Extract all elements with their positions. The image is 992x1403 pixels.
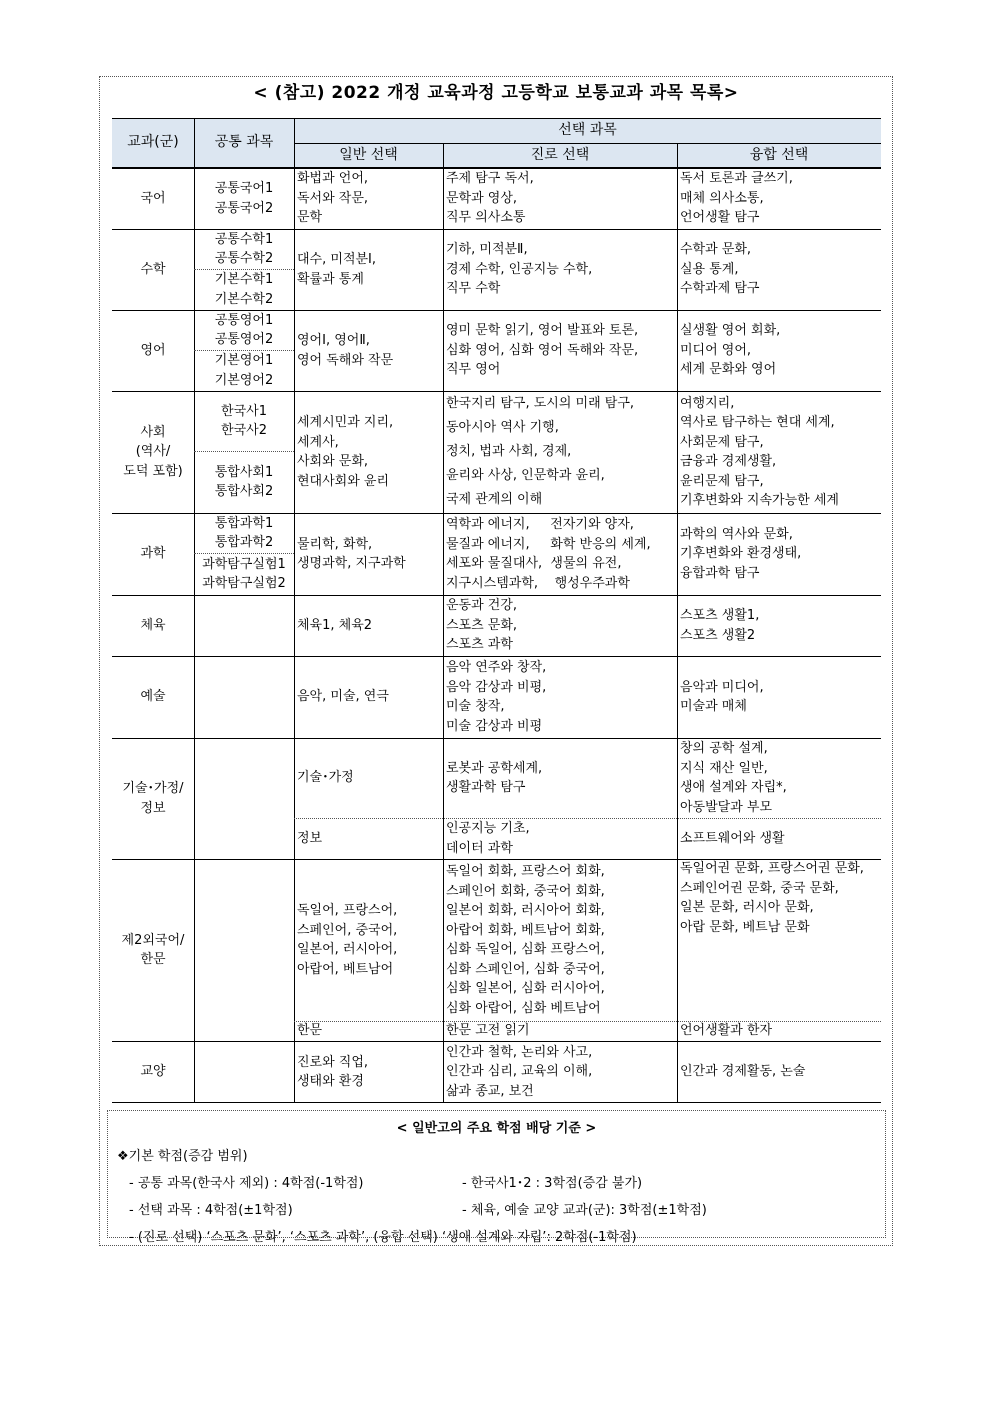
cell-line: 윤리와 사상, 인문학과 윤리, <box>446 468 605 483</box>
cell-line: 음악, 미술, 연극 <box>297 689 389 705</box>
cell-line: 실용 통계, <box>680 261 739 277</box>
cell-line: 대수, 미적분Ⅰ, <box>297 252 377 267</box>
row-science-common-a <box>194 513 294 553</box>
cell-line: 미술 감상과 비평 <box>446 718 543 734</box>
credits-line2-right: - 체육, 예술 교양 교과(군): 3학점(±1학점) <box>462 1203 707 1218</box>
column-rule <box>294 118 295 1103</box>
cell-line: 경제 수학, 인공지능 수학, <box>446 261 593 277</box>
row-social-area <box>112 391 194 513</box>
subject-table <box>112 118 881 1103</box>
row-foreign-fusion-b <box>677 1021 881 1041</box>
row-social-common-a <box>194 391 294 451</box>
table-top-rule <box>112 118 881 119</box>
row-math-common-b <box>194 269 294 310</box>
row-tech-area <box>112 738 194 859</box>
row-art-area <box>112 656 194 738</box>
row-rule <box>112 738 881 739</box>
row-english-common-b <box>194 350 294 391</box>
cell-line: 통합과학2 <box>214 535 274 550</box>
row-korean-fusion <box>677 168 881 229</box>
header-career: 진로 선택 <box>443 143 677 168</box>
row-korean-career <box>443 168 677 229</box>
row-culture-area <box>112 1041 194 1103</box>
cell-line: 영어 독해와 작문 <box>297 352 394 368</box>
cell-line: 역사로 탐구하는 현대 세계, <box>680 415 835 430</box>
cell-line: 국제 관계의 이해 <box>446 492 543 507</box>
row-pe-general <box>294 595 443 656</box>
cell-line: 독일어, 프랑스어, <box>297 903 398 918</box>
row-tech-general-b <box>294 818 443 859</box>
cell-line: 생애 설계와 자립*, <box>680 780 787 795</box>
row-math-career <box>443 229 677 310</box>
cell-line: 삶과 종교, 보건 <box>446 1083 534 1099</box>
row-science-general <box>294 513 443 595</box>
row-foreign-general-b <box>294 1021 443 1041</box>
cell-line: 지식 재산 일반, <box>680 760 768 776</box>
row-english-area <box>112 310 194 391</box>
cell-line: 공통국어1 <box>214 181 274 196</box>
row-foreign-area <box>112 859 194 1041</box>
cell-line: 독일어 회화, 프랑스어 회화, <box>446 864 605 879</box>
cell-line: 매체 의사소통, <box>680 190 764 206</box>
table-bottom-rule <box>112 1102 881 1103</box>
cell-line: 생활과학 탐구 <box>446 780 526 795</box>
cell-line: 윤리문제 탐구, <box>680 473 764 489</box>
cell-line: 역학과 에너지, 전자기와 양자, <box>446 517 634 532</box>
cell-line: 과학탐구실험1 <box>202 556 286 572</box>
row-english-career <box>443 310 677 391</box>
cell-line: 창의 공학 설계, <box>680 741 768 756</box>
cell-line: 세계 문화와 영어 <box>680 362 777 378</box>
cell-line: (역사/ <box>135 444 171 460</box>
credits-title: < 일반고의 주요 학점 배당 기준 > <box>396 1121 597 1136</box>
row-tech-fusion-b <box>677 818 881 859</box>
cell-line: 통합사회1 <box>214 464 274 480</box>
cell-line: 공통수학1 <box>214 231 274 247</box>
cell-line: 수학과제 탐구 <box>680 281 760 297</box>
row-social-fusion <box>677 391 881 513</box>
row-social-common-b <box>194 451 294 513</box>
cell-line: 인간과 경제활동, 논술 <box>680 1064 806 1080</box>
row-art-career <box>443 656 677 738</box>
cell-line: 심화 스페인어, 심화 중국어, <box>446 961 605 977</box>
cell-line: 미술 창작, <box>446 699 505 714</box>
row-culture-general <box>294 1041 443 1103</box>
row-rule <box>112 391 881 392</box>
sub-divider <box>294 1021 881 1022</box>
row-korean-general <box>294 168 443 229</box>
cell-line: 심화 아랍어, 심화 베트남어 <box>446 1000 601 1016</box>
credits-line1-right: - 한국사1･2 : 3학점(증감 불가) <box>462 1176 643 1191</box>
cell-line: 한문 고전 읽기 <box>446 1023 530 1039</box>
cell-line: 심화 영어, 심화 영어 독해와 작문, <box>446 342 639 358</box>
cell-line: 사회와 문화, <box>297 454 369 469</box>
cell-line: 사회문제 탐구, <box>680 434 764 450</box>
page-title: < (참고) 2022 개정 교육과정 고등학교 보통교과 과목 목록> <box>253 83 739 103</box>
row-math-common-a <box>194 229 294 269</box>
cell-line: 직무 영어 <box>446 362 501 378</box>
cell-line: 물질과 에너지, 화학 반응의 세계, <box>446 536 651 552</box>
cell-line: 기본영어2 <box>214 372 274 388</box>
row-science-fusion <box>677 513 881 595</box>
cell-line: 공통영어2 <box>214 332 274 347</box>
column-rule <box>677 143 678 1103</box>
cell-line: 공통국어2 <box>214 200 274 216</box>
row-tech-general-a <box>294 738 443 818</box>
credits-line2-left: - 선택 과목 : 4학점(±1학점) <box>129 1203 293 1218</box>
cell-line: 아랍어 회화, 베트남어 회화, <box>446 922 605 938</box>
cell-line: 스페인어, 중국어, <box>297 922 398 938</box>
cell-line: 일본어, 러시아어, <box>297 942 398 957</box>
credits-basic: ❖기본 학점(증감 범위) <box>117 1149 248 1164</box>
cell-line: 세계사, <box>297 434 339 450</box>
cell-line: 진로와 직업, <box>297 1054 369 1070</box>
cell-line: 기후변화와 환경생태, <box>680 546 802 562</box>
cell-line: 음악과 미디어, <box>680 679 764 695</box>
cell-line: 음악 연주와 창작, <box>446 660 547 675</box>
row-rule <box>112 656 881 657</box>
row-foreign-career-b <box>443 1021 677 1041</box>
row-rule <box>112 229 881 230</box>
cell-line: 운동과 건강, <box>446 598 518 614</box>
cell-line: 한문 <box>297 1023 323 1039</box>
row-culture-fusion <box>677 1041 881 1103</box>
credits-line3: - (진로 선택) ‘스포츠 문화’, ‘스포츠 과학’, (융합 선택) ‘생애 설계와 자립’: 2학점(-1학점) <box>129 1230 637 1245</box>
cell-line: 독일어권 문화, 프랑스어권 문화, <box>680 861 864 876</box>
cell-line: 영어Ⅰ, 영어Ⅱ, <box>297 333 370 348</box>
cell-line: 예술 <box>140 689 166 705</box>
cell-line: 제2외국어/ <box>121 932 185 948</box>
cell-line: 일본어 회화, 러시아어 회화, <box>446 903 605 918</box>
row-math-area <box>112 229 194 310</box>
cell-line: 기본수학2 <box>214 291 274 307</box>
cell-line: 스페인어 회화, 중국어 회화, <box>446 883 605 899</box>
cell-line: 수학과 문화, <box>680 242 752 258</box>
row-korean-area <box>112 168 194 229</box>
cell-line: 아랍 문화, 베트남 문화 <box>680 919 810 935</box>
sub-divider <box>194 553 294 554</box>
cell-line: 확률과 통계 <box>297 271 364 287</box>
header-mid-rule <box>294 143 881 144</box>
cell-line: 국어 <box>140 190 166 206</box>
cell-line: 직무 의사소통 <box>446 210 526 226</box>
column-rule <box>194 118 195 1103</box>
cell-line: 인간과 철학, 논리와 사고, <box>446 1044 593 1060</box>
row-foreign-general-a <box>294 859 443 1021</box>
cell-line: 독서와 작문, <box>297 190 369 206</box>
cell-line: 영미 문학 읽기, 영어 발표와 토론, <box>446 323 639 339</box>
cell-line: 직무 수학 <box>446 281 501 297</box>
cell-line: 미술과 매체 <box>680 699 747 714</box>
cell-line: 문학과 영상, <box>446 190 518 206</box>
cell-line: 과학탐구실험2 <box>202 576 286 591</box>
cell-line: 체육1, 체육2 <box>297 617 373 633</box>
cell-line: 금융과 경제생활, <box>680 454 777 469</box>
row-rule <box>112 1041 881 1042</box>
cell-line: 인간과 심리, 교육의 이해, <box>446 1064 593 1080</box>
cell-line: 문학 <box>297 210 323 226</box>
cell-line: 언어생활과 한자 <box>680 1023 773 1039</box>
cell-line: 언어생활 탐구 <box>680 210 760 226</box>
row-rule <box>112 859 881 860</box>
sub-divider <box>194 451 294 452</box>
cell-line: 미디어 영어, <box>680 342 752 358</box>
header-elective: 선택 과목 <box>294 118 881 143</box>
header-area: 교과(군) <box>112 118 194 168</box>
row-rule <box>112 513 881 514</box>
row-tech-career-a <box>443 738 677 818</box>
row-english-fusion <box>677 310 881 391</box>
row-art-general <box>294 656 443 738</box>
header-fusion: 융합 선택 <box>677 143 881 168</box>
cell-line: 아동발달과 부모 <box>680 799 773 815</box>
cell-line: 공통영어1 <box>214 312 274 328</box>
column-rule <box>443 143 444 1103</box>
row-science-common-b <box>194 553 294 595</box>
row-social-general <box>294 391 443 513</box>
row-culture-career <box>443 1041 677 1103</box>
cell-line: 지구시스템과학, 행성우주과학 <box>446 575 630 591</box>
cell-line: 여행지리, <box>680 395 735 411</box>
cell-line: 소프트웨어와 생활 <box>680 830 785 846</box>
cell-line: 일본 문화, 러시아 문화, <box>680 900 814 915</box>
cell-line: 한국사1 <box>221 403 267 419</box>
cell-line: 정보 <box>297 830 323 846</box>
cell-line: 기후변화와 지속가능한 세계 <box>680 493 839 508</box>
cell-line: 과학 <box>140 546 166 562</box>
cell-line: 기본영어1 <box>214 353 274 368</box>
header-common: 공통 과목 <box>194 118 294 168</box>
cell-line: 정보 <box>140 800 166 816</box>
row-math-general <box>294 229 443 310</box>
row-pe-fusion <box>677 595 881 656</box>
cell-line: 동아시아 역사 기행, <box>446 420 559 435</box>
row-foreign-career-a <box>443 859 677 1021</box>
cell-line: 융합과학 탐구 <box>680 565 760 581</box>
cell-line: 물리학, 화학, <box>297 536 373 552</box>
row-foreign-fusion-a <box>677 859 881 1021</box>
cell-line: 주제 탐구 독서, <box>446 171 534 187</box>
row-art-fusion <box>677 656 881 738</box>
cell-line: 한국지리 탐구, 도시의 미래 탐구, <box>446 396 635 411</box>
cell-line: 생태와 환경 <box>297 1074 364 1089</box>
row-tech-fusion-a <box>677 738 881 818</box>
row-rule <box>112 595 881 596</box>
cell-line: 기본수학1 <box>214 272 274 287</box>
cell-line: 인공지능 기초, <box>446 821 530 836</box>
row-math-fusion <box>677 229 881 310</box>
row-science-career <box>443 513 677 595</box>
cell-line: 실생활 영어 회화, <box>680 323 781 339</box>
cell-line: 로봇과 공학세계, <box>446 760 543 776</box>
cell-line: 현대사회와 윤리 <box>297 473 390 489</box>
row-science-area <box>112 513 194 595</box>
cell-line: 통합과학1 <box>214 515 274 531</box>
cell-line: 스포츠 과학 <box>446 637 513 653</box>
sub-divider <box>294 818 881 819</box>
cell-line: 스포츠 생활1, <box>680 608 760 623</box>
cell-line: 생명과학, 지구과학 <box>297 556 406 571</box>
row-english-general <box>294 310 443 391</box>
cell-line: 기술･가정 <box>297 770 354 786</box>
cell-line: 한국사2 <box>221 423 267 438</box>
cell-line: 스포츠 문화, <box>446 617 518 633</box>
cell-line: 독서 토론과 글쓰기, <box>680 171 793 187</box>
cell-line: 스페인어권 문화, 중국 문화, <box>680 880 839 896</box>
cell-line: 도덕 포함) <box>123 463 183 479</box>
cell-line: 아랍어, 베트남어 <box>297 961 394 977</box>
cell-line: 수학 <box>140 261 166 277</box>
credits-line1-left: - 공통 과목(한국사 제외) : 4학점(-1학점) <box>129 1176 364 1191</box>
cell-line: 심화 일본어, 심화 러시아어, <box>446 981 605 996</box>
cell-line: 정치, 법과 사회, 경제, <box>446 444 572 459</box>
cell-line: 데이터 과학 <box>446 840 513 856</box>
cell-line: 교양 <box>140 1064 166 1080</box>
cell-line: 세계시민과 지리, <box>297 415 394 430</box>
cell-line: 체육 <box>140 617 166 633</box>
row-rule <box>112 310 881 311</box>
cell-line: 기하, 미적분Ⅱ, <box>446 242 528 258</box>
cell-line: 세포와 물질대사, 생물의 유전, <box>446 556 622 571</box>
cell-line: 음악 감상과 비평, <box>446 679 547 695</box>
cell-line: 공통수학2 <box>214 251 274 266</box>
cell-line: 과학의 역사와 문화, <box>680 526 793 542</box>
cell-line: 기술･가정/ <box>122 781 184 796</box>
cell-line: 심화 독일어, 심화 프랑스어, <box>446 942 605 957</box>
header-bottom-rule <box>112 167 881 169</box>
cell-line: 통합사회2 <box>214 484 274 499</box>
header-general: 일반 선택 <box>294 143 443 168</box>
row-social-career <box>443 391 677 513</box>
row-korean-common <box>194 168 294 229</box>
cell-line: 한문 <box>140 952 166 967</box>
row-english-common-a <box>194 310 294 350</box>
row-tech-career-b <box>443 818 677 859</box>
cell-line: 영어 <box>140 342 166 358</box>
row-pe-area <box>112 595 194 656</box>
cell-line: 스포츠 생활2 <box>680 627 756 643</box>
row-pe-career <box>443 595 677 656</box>
cell-line: 화법과 언어, <box>297 171 369 187</box>
sub-divider <box>194 269 294 270</box>
sub-divider <box>194 350 294 351</box>
cell-line: 사회 <box>140 424 166 440</box>
